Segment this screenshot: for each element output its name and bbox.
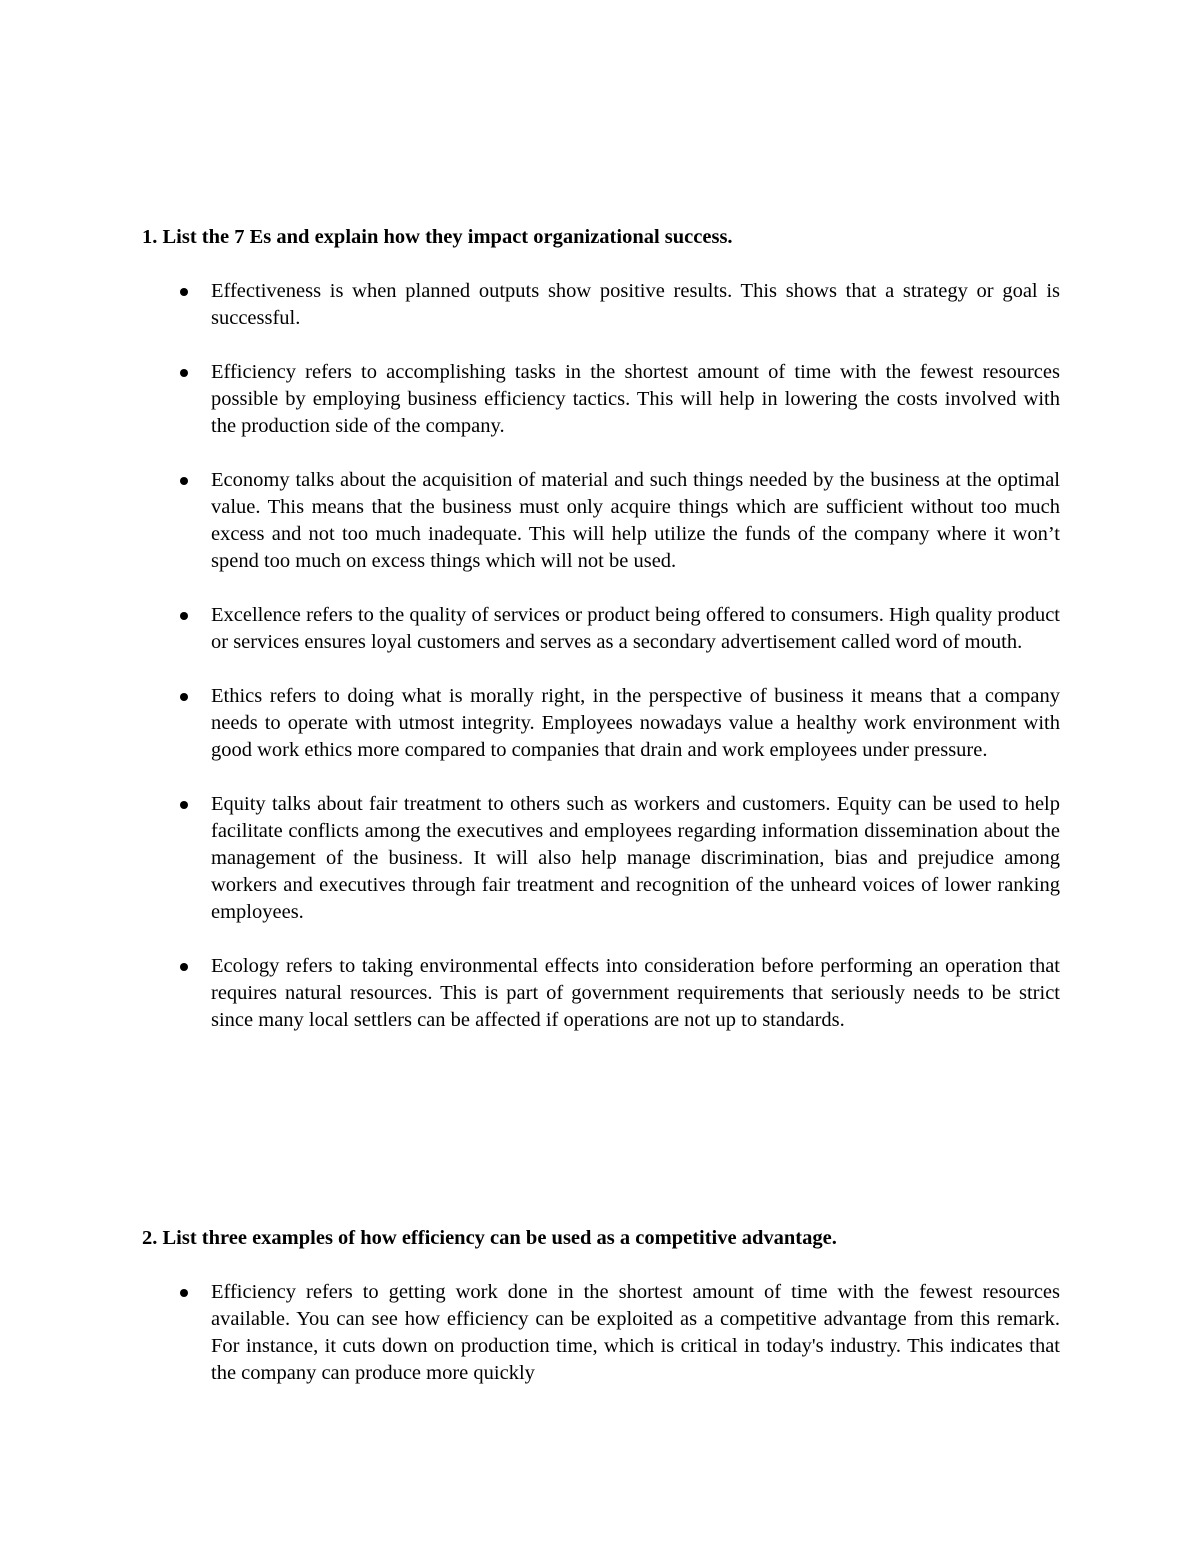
list-item (142, 602, 1060, 656)
question-section-2 (142, 1225, 1060, 1387)
list-item-text: Ethics refers to doing what is morally right, in the perspective of business it means that a company needs to operate with utmost integrity. Employees nowadays value a healthy work environment with good work ethics more compared to companies that drain and work employees under pressure. (211, 685, 1060, 761)
list-item (142, 683, 1060, 764)
list-item (142, 278, 1060, 332)
bullet-icon (180, 1289, 188, 1297)
list-item (142, 1279, 1060, 1387)
list-item (142, 953, 1060, 1034)
list-item-text: Efficiency refers to getting work done in the shortest amount of time with the fewest resources available. You can see how efficiency can be exploited as a competitive advantage from this remark. For instance, it cuts down on production time, which is critical in today's industry. This indicates that the company can produce more quickly (211, 1281, 1060, 1384)
answer-list-1 (142, 278, 1060, 1034)
list-item (142, 791, 1060, 926)
question-section-1 (142, 224, 1060, 1061)
bullet-icon (180, 963, 188, 971)
list-item (142, 467, 1060, 575)
list-item-text: Excellence refers to the quality of services or product being offered to consumers. High quality product or services ensures loyal customers and serves as a secondary advertisement called word of mouth. (211, 604, 1060, 653)
list-item-text: Economy talks about the acquisition of material and such things needed by the business at the optimal value. This means that the business must only acquire things which are sufficient without too much excess and not too much inadequate. This will help utilize the funds of the company where it won’t spend too much on excess things which will not be used. (211, 469, 1060, 572)
answer-list-2 (142, 1279, 1060, 1387)
list-item-text: Efficiency refers to accomplishing tasks in the shortest amount of time with the fewest resources possible by employing business efficiency tactics. This will help in lowering the costs involved with the production side of the company. (211, 361, 1060, 437)
list-item-text: Ecology refers to taking environmental effects into consideration before performing an operation that requires natural resources. This is part of government requirements that seriously needs to be strict since many local settlers can be affected if operations are not up to standards. (211, 955, 1060, 1031)
bullet-icon (180, 477, 188, 485)
bullet-icon (180, 693, 188, 701)
list-item-text: Equity talks about fair treatment to others such as workers and customers. Equity can be used to help facilitate conflicts among the executives and employees regarding information dissemination about the management of the business. It will also help manage discrimination, bias and prejudice among workers and executives through fair treatment and recognition of the unheard voices of lower ranking employees. (211, 793, 1060, 923)
bullet-icon (180, 369, 188, 377)
question-heading-2: 2. List three examples of how efficiency can be used as a competitive advantage. (142, 1227, 837, 1249)
bullet-icon (180, 801, 188, 809)
list-item-text: Effectiveness is when planned outputs show positive results. This shows that a strategy or goal is successful. (211, 280, 1060, 329)
bullet-icon (180, 288, 188, 296)
list-item (142, 359, 1060, 440)
bullet-icon (180, 612, 188, 620)
question-heading-1: 1. List the 7 Es and explain how they impact organizational success. (142, 226, 733, 248)
